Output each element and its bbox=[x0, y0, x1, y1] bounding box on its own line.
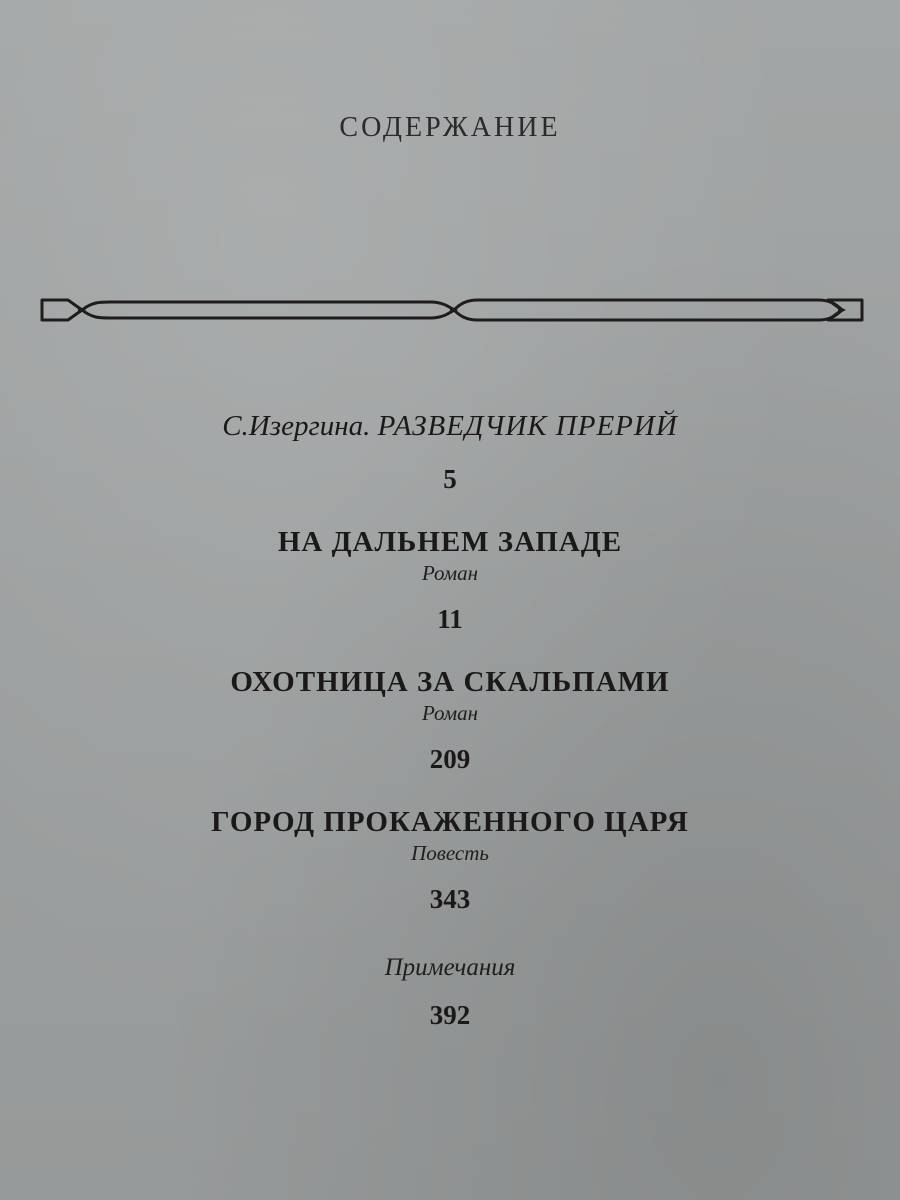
entry-title: ГОРОД ПРОКАЖЕННОГО ЦАРЯ bbox=[211, 806, 689, 838]
entry-title: РАЗВЕДЧИК ПРЕРИЙ bbox=[377, 410, 678, 442]
entry-page: 5 bbox=[443, 464, 457, 494]
toc-page-number bbox=[0, 884, 900, 915]
page-title: СОДЕРЖАНИЕ bbox=[339, 112, 561, 143]
toc-entry bbox=[0, 806, 900, 866]
toc-page-number bbox=[0, 604, 900, 635]
entry-genre: Повесть bbox=[411, 841, 489, 865]
entry-title: ОХОТНИЦА ЗА СКАЛЬПАМИ bbox=[230, 666, 670, 698]
toc-entry bbox=[0, 954, 900, 982]
entry-genre: Роман bbox=[421, 701, 479, 725]
entry-intro bbox=[0, 410, 900, 443]
toc-page-number bbox=[0, 1000, 900, 1031]
toc-entry bbox=[0, 666, 900, 726]
toc-entry bbox=[0, 410, 900, 443]
entry-page: 392 bbox=[429, 1000, 471, 1030]
toc-page-number bbox=[0, 744, 900, 775]
toc-entry bbox=[0, 526, 900, 586]
entry-author: С.Изергина. bbox=[222, 410, 371, 442]
entry-page: 209 bbox=[429, 744, 471, 774]
toc-page-number bbox=[0, 464, 900, 495]
entry-title: Примечания bbox=[384, 954, 516, 981]
entry-page: 343 bbox=[429, 884, 471, 914]
twisted-rule-ornament-icon bbox=[38, 292, 866, 328]
entry-genre: Роман bbox=[421, 561, 479, 585]
entry-title: НА ДАЛЬНЕМ ЗАПАДЕ bbox=[277, 526, 623, 558]
entry-page: 11 bbox=[437, 604, 463, 634]
